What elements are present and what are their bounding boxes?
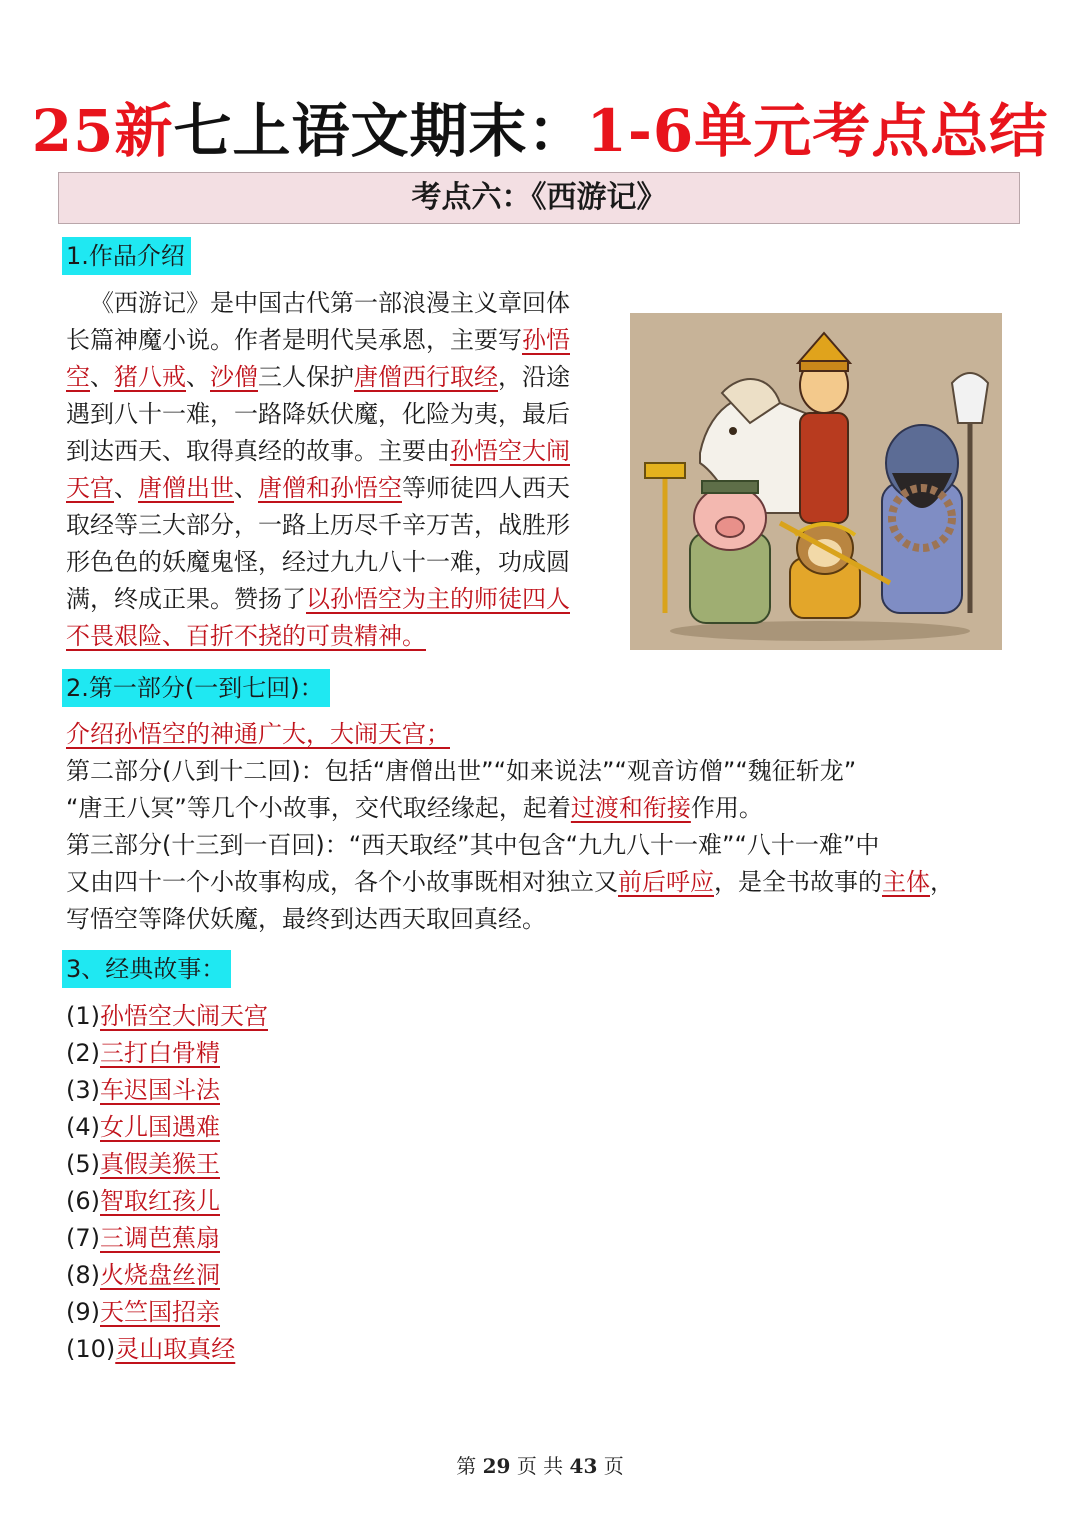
stories-heading: 3、经典故事： (62, 950, 231, 988)
intro-text: 《西游记》是中国古代第一部浪漫主义章回体 (90, 289, 570, 317)
intro-emphasis: 孙悟 (522, 326, 570, 354)
story-item (66, 998, 268, 1035)
part3-text: 又由四十一个小故事构成，各个小故事既相对独立又 (66, 868, 618, 896)
part2-line (66, 790, 1026, 827)
intro-text: 、 (234, 474, 258, 502)
footer-page-number: 29 (482, 1454, 511, 1478)
intro-line (66, 618, 606, 655)
intro-line (66, 433, 606, 470)
story-number: (6) (66, 1187, 100, 1215)
page-footer (0, 1450, 1080, 1479)
tang-monk-figure (798, 333, 850, 523)
part2-text: 第二部分(八到十二回)：包括“唐僧出世”“如来说法”“观音访僧”“魏征斩龙” (66, 757, 857, 785)
part3-text: 第三部分(十三到一百回)：“西天取经”其中包含“九九八十一难”“八十一难”中 (66, 831, 880, 859)
intro-emphasis: 唐僧西行取经 (354, 363, 498, 391)
story-title: 三打白骨精 (100, 1039, 220, 1067)
intro-heading: 1.作品介绍 (62, 237, 191, 275)
sha-wujing-figure (882, 373, 988, 613)
part3-paragraph (66, 827, 1026, 938)
intro-emphasis: 唐僧出世 (138, 474, 234, 502)
part3-emphasis: 前后呼应 (618, 868, 714, 896)
story-number: (3) (66, 1076, 100, 1104)
intro-emphasis: 沙僧 (210, 363, 258, 391)
story-number: (2) (66, 1039, 100, 1067)
intro-line (66, 470, 606, 507)
story-number: (4) (66, 1113, 100, 1141)
intro-text: 满，终成正果。赞扬了 (66, 585, 306, 613)
story-number: (7) (66, 1224, 100, 1252)
part1-summary (66, 716, 450, 753)
intro-emphasis: 猪八戒 (114, 363, 186, 391)
story-number: (10) (66, 1335, 116, 1363)
part3-text: 写悟空等降伏妖魔，最终到达西天取回真经。 (66, 905, 546, 933)
part1-summary-text: 介绍孙悟空的神通广大，大闹天宫； (66, 720, 450, 748)
story-item (66, 1331, 268, 1368)
story-item (66, 1035, 268, 1072)
sun-wukong-figure (780, 522, 890, 618)
story-title: 孙悟空大闹天宫 (100, 1002, 268, 1030)
part1-heading: 2.第一部分(一到七回)： (62, 669, 330, 707)
intro-emphasis: 天宫 (66, 474, 114, 502)
story-title: 智取红孩儿 (100, 1187, 220, 1215)
part3-line (66, 827, 1026, 864)
story-item (66, 1220, 268, 1257)
intro-line (66, 285, 606, 322)
intro-text: ，沿途 (498, 363, 570, 391)
section-heading: 考点六：《西游记》 (58, 172, 1020, 224)
intro-text: 、 (90, 363, 114, 391)
part3-emphasis: 主体 (882, 868, 930, 896)
intro-emphasis: 以孙悟空为主的师徒四人 (306, 585, 570, 613)
intro-text: 遇到八十一难，一路降妖伏魔，化险为夷，最后 (66, 400, 570, 428)
story-number: (9) (66, 1298, 100, 1326)
classic-story-list (66, 998, 268, 1368)
part2-text: 作用。 (690, 794, 763, 822)
story-item (66, 1257, 268, 1294)
intro-text: 到达西天、取得真经的故事。主要由 (66, 437, 450, 465)
footer-total-pages: 43 (569, 1454, 598, 1478)
part2-line (66, 753, 1026, 790)
page-title (0, 96, 1080, 166)
intro-line (66, 396, 606, 433)
part2-emphasis: 过渡和衔接 (570, 794, 691, 822)
part2-text: “唐王八冥”等几个小故事，交代取经缘起，起着 (66, 794, 571, 822)
story-title: 女儿国遇难 (100, 1113, 220, 1141)
pilgrims-illustration-svg (630, 313, 1002, 650)
part3-line (66, 864, 1026, 901)
story-title: 火烧盘丝洞 (100, 1261, 220, 1289)
story-title: 车迟国斗法 (100, 1076, 220, 1104)
story-item (66, 1294, 268, 1331)
story-item (66, 1109, 268, 1146)
intro-emphasis: 孙悟空大闹 (450, 437, 570, 465)
part3-text: ， (930, 868, 954, 896)
intro-emphasis: 唐僧和孙悟空 (258, 474, 402, 502)
story-item (66, 1146, 268, 1183)
story-title: 灵山取真经 (115, 1335, 236, 1363)
intro-text: 、 (186, 363, 210, 391)
intro-line (66, 359, 606, 396)
story-number: (1) (66, 1002, 100, 1030)
story-title: 天竺国招亲 (100, 1298, 220, 1326)
story-title: 真假美猴王 (100, 1150, 220, 1178)
part3-text: ，是全书故事的 (714, 868, 882, 896)
title-part-1: 25新 (31, 97, 174, 165)
intro-emphasis: 不畏艰险、百折不挠的可贵精神。 (66, 622, 426, 650)
intro-line (66, 507, 606, 544)
intro-line (66, 322, 606, 359)
story-number: (8) (66, 1261, 100, 1289)
intro-line (66, 544, 606, 581)
intro-text: 长篇神魔小说。作者是明代吴承恩，主要写 (66, 326, 522, 354)
zhu-bajie-figure (645, 463, 770, 623)
intro-paragraph (66, 285, 606, 655)
story-title: 三调芭蕉扇 (100, 1224, 220, 1252)
title-part-2: 七上语文期末： (173, 97, 587, 165)
footer-suffix: 页 (603, 1454, 624, 1478)
part2-paragraph (66, 753, 1026, 827)
intro-text: 形色色的妖魔鬼怪，经过九九八十一难，功成圆 (66, 548, 570, 576)
intro-text: 取经等三大部分，一路上历尽千辛万苦，战胜形 (66, 511, 570, 539)
intro-line (66, 581, 606, 618)
intro-emphasis: 空 (66, 363, 90, 391)
intro-text: 等师徒四人西天 (402, 474, 570, 502)
journey-west-illustration (630, 313, 1002, 650)
story-item (66, 1072, 268, 1109)
footer-prefix: 第 (456, 1454, 477, 1478)
footer-middle: 页 共 (516, 1454, 564, 1478)
part3-line (66, 901, 1026, 938)
intro-text: 三人保护 (258, 363, 354, 391)
story-item (66, 1183, 268, 1220)
story-number: (5) (66, 1150, 100, 1178)
title-part-3: 1-6单元考点总结 (586, 97, 1049, 165)
intro-text: 、 (114, 474, 138, 502)
